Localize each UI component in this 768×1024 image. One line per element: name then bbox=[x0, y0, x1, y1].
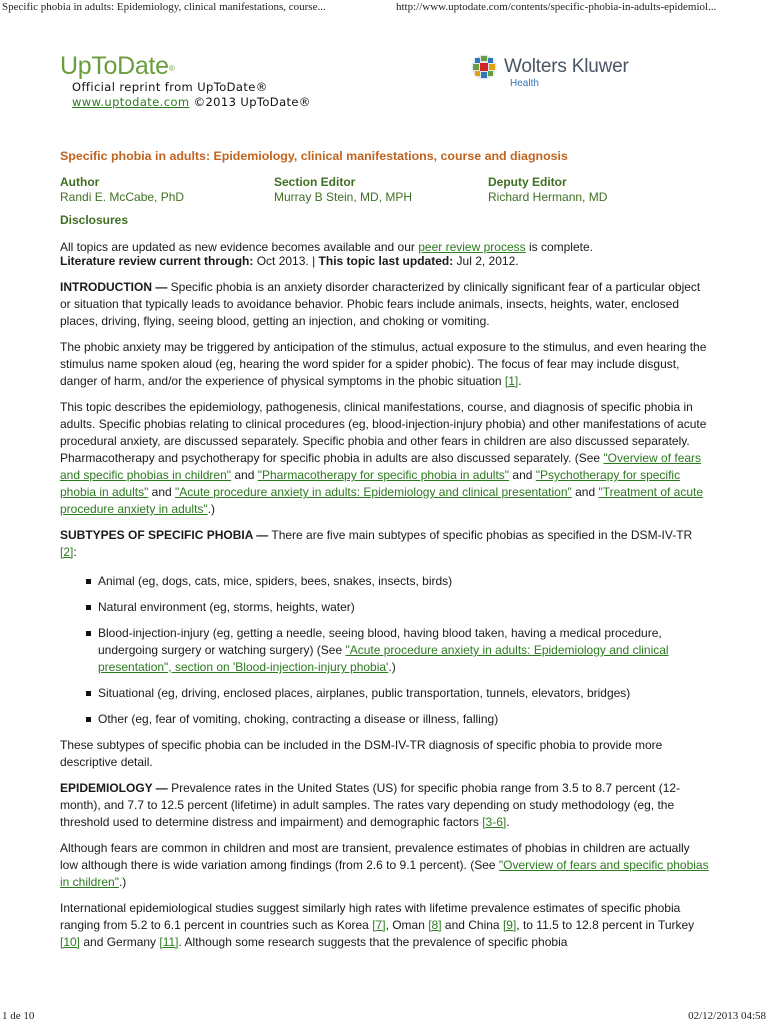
reference-link-3-6[interactable]: [3-6] bbox=[482, 815, 507, 829]
article-credits bbox=[60, 175, 710, 205]
author-block bbox=[60, 175, 274, 205]
bullet-animal: Animal (eg, dogs, cats, mice, spiders, bees, snakes, insects, birds) bbox=[98, 574, 453, 588]
list-item bbox=[60, 599, 710, 616]
subtypes-heading: SUBTYPES OF SPECIFIC PHOBIA — bbox=[60, 528, 269, 542]
peer-review-link[interactable]: peer review process bbox=[418, 240, 526, 254]
children-text: Although fears are common in children and most are transient, prevalence estimates of phobias in children are actually low although there is wide variation among findings (from 2.6 to 9.1 percent). (See bbox=[60, 841, 690, 872]
reference-link-2[interactable]: [2] bbox=[60, 545, 74, 559]
intro-paragraph bbox=[60, 279, 710, 330]
article-title: Specific phobia in adults: Epidemiology, clinical manifestations, course and diagnosis bbox=[60, 149, 568, 163]
copyright-text: ©2013 UpToDate® bbox=[193, 95, 311, 109]
p3-and-1: and bbox=[231, 468, 258, 482]
bullet-square-icon bbox=[86, 691, 91, 696]
reference-link-1[interactable]: [1] bbox=[504, 374, 519, 388]
intl-text-1: International epidemiological studies suggest similarly high rates with lifetime prevalence estimates of specific phobia ranging from 5.2 to 6.1 percent in countries such as Korea bbox=[60, 901, 681, 932]
bullet-situational: Situational (eg, driving, enclosed places, airplanes, public transportation, tunnels, elevators, bridges) bbox=[98, 686, 631, 700]
reprint-line: Official reprint from UpToDate® bbox=[72, 80, 268, 94]
wolters-kluwer-globe-icon bbox=[471, 54, 497, 80]
uptodate-logo bbox=[60, 52, 311, 80]
intro-text: Specific phobia is an anxiety disorder characterized by clinically significant fear of a particular object or situation that typically leads to avoidance behavior. Phobic fears include animals, insects, heights, water, enclosed places, driving, flying, seeing blood, getting an injection, and choking or vomiting. bbox=[60, 280, 701, 328]
lit-review-value: Oct 2013. | bbox=[253, 254, 319, 268]
author-name: Randi E. McCabe, PhD bbox=[60, 190, 185, 204]
intl-text-6: . Although some research suggests that the prevalence of specific phobia bbox=[178, 935, 568, 949]
lit-review-label: Literature review current through: bbox=[60, 254, 254, 268]
article-content bbox=[60, 148, 710, 960]
print-header-title: Specific phobia in adults: Epidemiology, clinical manifestations, course... bbox=[2, 1, 326, 13]
reference-link-11[interactable]: [11] bbox=[159, 935, 179, 949]
reference-link-8[interactable]: [8] bbox=[428, 918, 442, 932]
list-item bbox=[60, 685, 710, 702]
link-acute-anxiety-epidemiology[interactable]: "Acute procedure anxiety in adults: Epidemiology and clinical presentation" bbox=[175, 485, 572, 499]
list-item bbox=[60, 573, 710, 590]
reference-link-9[interactable]: [9] bbox=[502, 918, 517, 932]
deputy-editor-name: Richard Hermann, MD bbox=[488, 190, 608, 204]
section-editor-label: Section Editor bbox=[274, 175, 356, 189]
bullet-square-icon bbox=[86, 631, 91, 636]
link-psychotherapy[interactable]: "Psychotherapy for specific phobia in adults" bbox=[60, 468, 681, 499]
bullet-blood-injection-text: Blood-injection-injury (eg, getting a needle, seeing blood, having blood taken, having a medical procedure, undergoing surgery or watching surgery) (See bbox=[98, 626, 662, 657]
last-updated-value: Jul 2, 2012. bbox=[453, 254, 519, 268]
section-editor-name: Murray B Stein, MD, MPH bbox=[274, 190, 413, 204]
anxiety-trigger-paragraph bbox=[60, 339, 710, 390]
uptodate-logo-text: UpToDate bbox=[60, 52, 169, 80]
intl-text-2: , Oman bbox=[385, 918, 429, 932]
update-end: is complete. bbox=[525, 240, 593, 254]
print-date: 02/12/2013 04:58 bbox=[688, 1010, 766, 1022]
wolters-kluwer-branding bbox=[471, 54, 629, 89]
subtypes-text: There are five main subtypes of specific phobias as specified in the DSM-IV-TR bbox=[268, 528, 693, 542]
p3-text: This topic describes the epidemiology, pathogenesis, clinical manifestations, course, and diagnosis of specific phobia in adults. Specific phobias relating to clinical procedures (eg, blood-injection-injury phobia) and other manifestations of acute procedural anxiety, are discussed separately. Specific phobia and other fears in children are also discussed separately. Pharmacotherapy and psychotherapy for specific phobia in adults are also discussed separately. (See bbox=[60, 400, 707, 465]
international-paragraph bbox=[60, 900, 710, 951]
p2-end: . bbox=[518, 374, 522, 388]
reference-link-7[interactable]: [7] bbox=[372, 918, 386, 932]
last-updated-label: This topic last updated: bbox=[318, 254, 454, 268]
list-item bbox=[60, 625, 710, 676]
registered-mark: ® bbox=[168, 64, 175, 73]
bullet-square-icon bbox=[86, 579, 91, 584]
author-label: Author bbox=[60, 175, 100, 189]
uptodate-branding bbox=[60, 52, 311, 110]
bullet-square-icon bbox=[86, 605, 91, 610]
subtypes-list bbox=[60, 573, 710, 728]
p3-and-3: and bbox=[148, 485, 176, 499]
update-text: All topics are updated as new evidence becomes available and our bbox=[60, 240, 419, 254]
p3-and-2: and bbox=[509, 468, 536, 482]
wolters-kluwer-name: Wolters Kluwer bbox=[504, 56, 629, 77]
p3-end: .) bbox=[207, 502, 216, 516]
bullet-other: Other (eg, fear of vomiting, choking, contracting a disease or illness, falling) bbox=[98, 712, 499, 726]
subtypes-paragraph bbox=[60, 527, 710, 561]
intl-text-3: and China bbox=[441, 918, 503, 932]
page-number: 1 de 10 bbox=[2, 1010, 35, 1022]
intro-heading: INTRODUCTION — bbox=[60, 280, 168, 294]
link-pharmacotherapy[interactable]: "Pharmacotherapy for specific phobia in adults" bbox=[257, 468, 510, 482]
intl-text-5: and Germany bbox=[80, 935, 160, 949]
epidemiology-end: . bbox=[506, 815, 510, 829]
link-fears-children-2[interactable]: "Overview of fears and specific phobias in children" bbox=[60, 858, 709, 889]
epidemiology-heading: EPIDEMIOLOGY — bbox=[60, 781, 168, 795]
children-end: .) bbox=[118, 875, 127, 889]
reference-link-10[interactable]: [10] bbox=[60, 935, 81, 949]
children-prevalence-paragraph bbox=[60, 840, 710, 891]
update-notice bbox=[60, 240, 710, 254]
wolters-kluwer-health: Health bbox=[510, 78, 539, 89]
bullet-natural-environment: Natural environment (eg, storms, heights, water) bbox=[98, 600, 355, 614]
section-editor-block bbox=[274, 175, 488, 205]
review-dates bbox=[60, 254, 710, 268]
copyright-line bbox=[72, 95, 311, 110]
link-fears-children[interactable]: "Overview of fears and specific phobias in children" bbox=[60, 451, 702, 482]
bullet-square-icon bbox=[86, 717, 91, 722]
p2-text: The phobic anxiety may be triggered by anticipation of the stimulus, actual exposure to the stimulus, and even hearing the stimulus name spoken aloud (eg, hearing the word spider for a spider phobic). The focus of fear may include disgust, danger of harm, and/or the experience of physical symptoms in the phobic situation bbox=[60, 340, 707, 388]
bullet-blood-injection-end: .) bbox=[388, 660, 396, 674]
subtypes-end: : bbox=[73, 545, 77, 559]
print-header bbox=[0, 0, 768, 16]
epidemiology-paragraph bbox=[60, 780, 710, 831]
link-acute-anxiety-treatment[interactable]: "Treatment of acute procedure anxiety in adults" bbox=[60, 485, 704, 516]
p3-and-4: and bbox=[571, 485, 599, 499]
link-blood-injection-phobia[interactable]: "Acute procedure anxiety in adults: Epidemiology and clinical presentation", section on 'Blood-injection-injury phobia' bbox=[98, 643, 669, 674]
subtypes-summary-paragraph: These subtypes of specific phobia can be included in the DSM-IV-TR diagnosis of specific phobia to provide more descriptive detail. bbox=[60, 738, 663, 769]
list-item bbox=[60, 711, 710, 728]
deputy-editor-label: Deputy Editor bbox=[488, 175, 567, 189]
disclosures-link[interactable]: Disclosures bbox=[60, 213, 129, 227]
reprint-notice bbox=[72, 80, 311, 110]
epidemiology-text: Prevalence rates in the United States (US) for specific phobia range from 3.5 to 8.7 percent (12-month), and 7.7 to 12.5 percent (lifetime) in adult samples. The rates vary depending on study methodology (eg, the threshold used to determine distress and impairment) and demographic factors bbox=[60, 781, 681, 829]
uptodate-site-link[interactable]: www.uptodate.com bbox=[72, 95, 190, 109]
topic-scope-paragraph bbox=[60, 399, 710, 518]
print-footer bbox=[0, 1008, 768, 1024]
print-header-url: http://www.uptodate.com/contents/specific-phobia-in-adults-epidemiol... bbox=[396, 1, 717, 13]
deputy-editor-block bbox=[488, 175, 702, 205]
intl-text-4: , to 11.5 to 12.8 percent in Turkey bbox=[516, 918, 695, 932]
